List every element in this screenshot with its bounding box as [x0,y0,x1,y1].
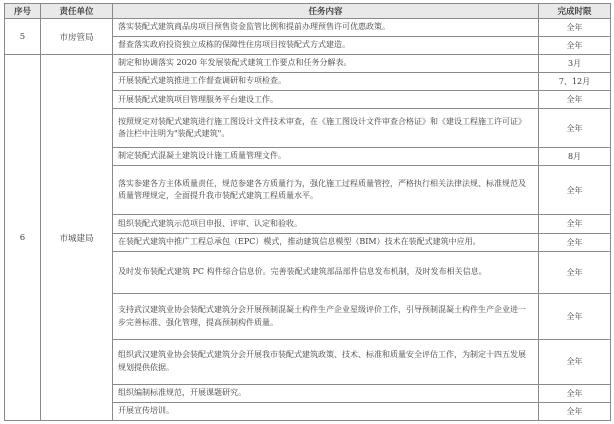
deadline: 全年 [539,294,611,339]
task-content: 组织装配式建筑示范项目申报、评审、认定和验收。 [113,215,539,233]
responsible-unit: 市城建局 [41,55,113,421]
task-content: 组织武汉建筑业协会装配式建筑分会开展我市装配式建筑政策、技术、标准和质量安全评估工作，为制定十四五发展规划提供依据。 [113,339,539,384]
task-content: 督查落实政府投资独立成栋的保障性住房项目按装配式方式建造。 [113,37,539,55]
task-content: 组织编制标准规范，开展课题研究。 [113,384,539,402]
deadline: 全年 [539,19,611,37]
deadline: 全年 [539,109,611,147]
deadline: 全年 [539,215,611,233]
deadline: 全年 [539,37,611,55]
task-content: 开展装配式建筑项目管理服务平台建设工作。 [113,91,539,109]
task-content: 开展装配式建筑推进工作督查调研和专项检查。 [113,73,539,91]
deadline: 全年 [539,233,611,251]
header-unit: 责任单位 [41,4,113,19]
header-row [5,4,611,19]
task-content: 支持武汉建筑业协会装配式建筑分会开展预制混凝土构件生产企业星级评价工作，引导预制混凝土构件生产企业进一步完善标准、强化管理，提高预制构件质量。 [113,294,539,339]
header-no: 序号 [5,4,41,19]
deadline: 全年 [539,165,611,215]
task-content: 在装配式建筑中推广工程总承包（EPC）模式，推动建筑信息模型（BIM）技术在装配式建筑中应用。 [113,233,539,251]
header-task: 任务内容 [113,4,539,19]
group-number: 6 [5,55,41,421]
task-content: 落实装配式建筑商品房项目预售资金监管比例和提前办理预售许可优惠政策。 [113,19,539,37]
table-row [5,55,611,73]
deadline: 7、12月 [539,73,611,91]
deadline: 全年 [539,251,611,294]
task-content: 制定和协调落实 2020 年发展装配式建筑工作要点和任务分解表。 [113,55,539,73]
deadline: 全年 [539,384,611,402]
task-content: 及时发布装配式建筑 PC 构件综合信息价。完善装配式建筑部品部件信息发布机制，及时发布相关信息。 [113,251,539,294]
task-content: 制定装配式混凝土建筑设计施工质量管理文件。 [113,147,539,165]
task-table [4,3,611,421]
deadline: 3月 [539,55,611,73]
deadline: 全年 [539,402,611,420]
task-content: 按照规定对装配式建筑进行施工图设计文件技术审查，在《施工图设计文件审查合格证》和《建设工程施工许可证》备注栏中注明为"装配式建筑"。 [113,109,539,147]
deadline: 全年 [539,91,611,109]
deadline: 全年 [539,339,611,384]
responsible-unit: 市房管局 [41,19,113,55]
group-number: 5 [5,19,41,55]
table-row [5,19,611,37]
deadline: 8月 [539,147,611,165]
task-content: 开展宣传培训。 [113,402,539,420]
header-time: 完成时限 [539,4,611,19]
task-content: 落实参建各方主体质量责任，规范参建各方质量行为，强化施工过程质量管控，严格执行相关法律法规、标准规范及质量管理规定，全面提升我市装配式建筑工程质量水平。 [113,165,539,215]
